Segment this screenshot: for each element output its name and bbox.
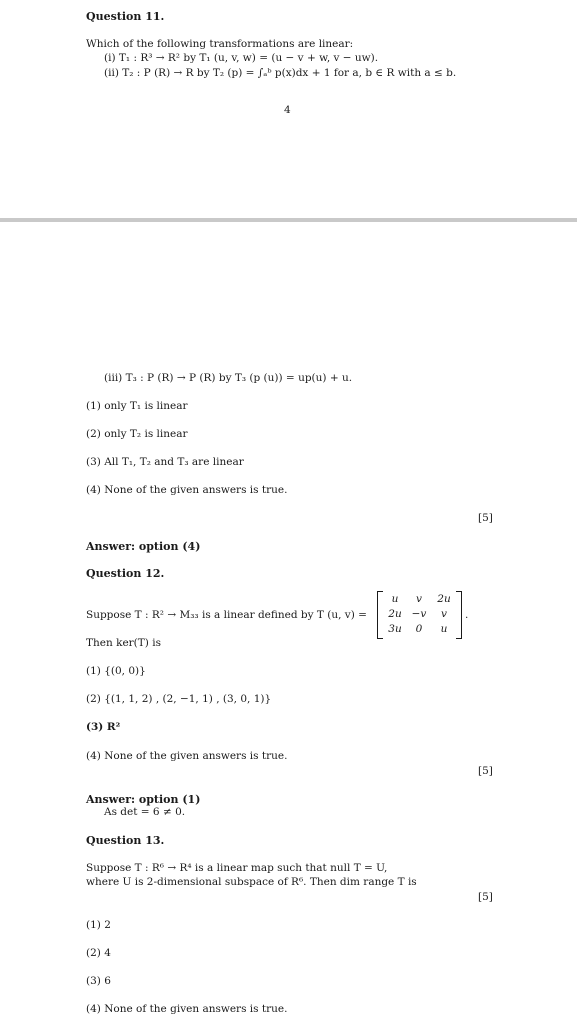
q13-option-3: (3) 6: [86, 975, 111, 987]
matrix-cell: u: [391, 593, 399, 605]
question-13-line-1: Suppose T : R⁶ → R⁴ is a linear map such that null T = U,: [86, 862, 388, 874]
q11-option-3: (3) All T₁, T₂ and T₃ are linear: [86, 456, 244, 468]
matrix-left-bracket: [377, 591, 383, 639]
matrix-right-bracket: [456, 591, 462, 639]
q11-answer: Answer: option (4): [86, 540, 201, 553]
question-12-prompt: Suppose T : R² → M₃₃ is a linear defined by T (u, v) =: [86, 609, 367, 621]
kernel-question: Then ker(T) is: [86, 637, 161, 649]
page-number: 4: [284, 104, 291, 116]
q12-option-2: (2) {(1, 1, 2) , (2, −1, 1) , (3, 0, 1)}: [86, 693, 272, 705]
q12-answer: Answer: option (1): [86, 793, 201, 806]
matrix-cell: 3u: [388, 623, 402, 635]
q12-option-3: (3) R²: [86, 721, 121, 733]
matrix-cell: −v: [411, 608, 427, 620]
question-11-prompt: Which of the following transformations are linear:: [86, 38, 354, 50]
page-4: [0, 0, 577, 218]
q12-option-1: (1) {(0, 0)}: [86, 665, 146, 677]
question-13-line-2: where U is 2-dimensional subspace of R⁶. Then dim range T is: [86, 876, 417, 888]
q12-answer-reason: As det = 6 ≠ 0.: [104, 806, 186, 818]
q11-option-2: (2) only T₂ is linear: [86, 428, 188, 440]
q11-option-1: (1) only T₁ is linear: [86, 400, 188, 412]
transformation-t2: (ii) T₂ : P (R) → R by T₂ (p) = ∫ₐᵇ p(x)dx + 1 for a, b ∈ R with a ≤ b.: [104, 67, 457, 79]
transformation-matrix: [377, 591, 462, 639]
q13-option-2: (2) 4: [86, 947, 111, 959]
q13-option-4: (4) None of the given answers is true.: [86, 1003, 288, 1015]
page-5: [0, 222, 577, 1026]
question-11-heading: Question 11.: [86, 10, 165, 23]
q13-marks: [5]: [478, 891, 493, 903]
matrix-cell: 0: [415, 623, 423, 635]
matrix-cell: v: [441, 608, 447, 620]
transformation-t1: (i) T₁ : R³ → R² by T₁ (u, v, w) = (u − v + w, v − uw).: [104, 52, 379, 64]
q13-option-1: (1) 2: [86, 919, 111, 931]
matrix-cell: u: [440, 623, 448, 635]
q11-marks: [5]: [478, 512, 493, 524]
q12-option-4: (4) None of the given answers is true.: [86, 750, 288, 762]
q11-option-4: (4) None of the given answers is true.: [86, 484, 288, 496]
matrix-period: .: [465, 609, 469, 621]
question-12-heading: Question 12.: [86, 567, 165, 580]
transformation-t3: (iii) T₃ : P (R) → P (R) by T₃ (p (u)) = up(u) + u.: [104, 372, 353, 384]
question-13-heading: Question 13.: [86, 834, 165, 847]
q12-marks: [5]: [478, 765, 493, 777]
matrix-cell: 2u: [437, 593, 451, 605]
matrix-cell: v: [416, 593, 422, 605]
matrix-cell: 2u: [388, 608, 402, 620]
